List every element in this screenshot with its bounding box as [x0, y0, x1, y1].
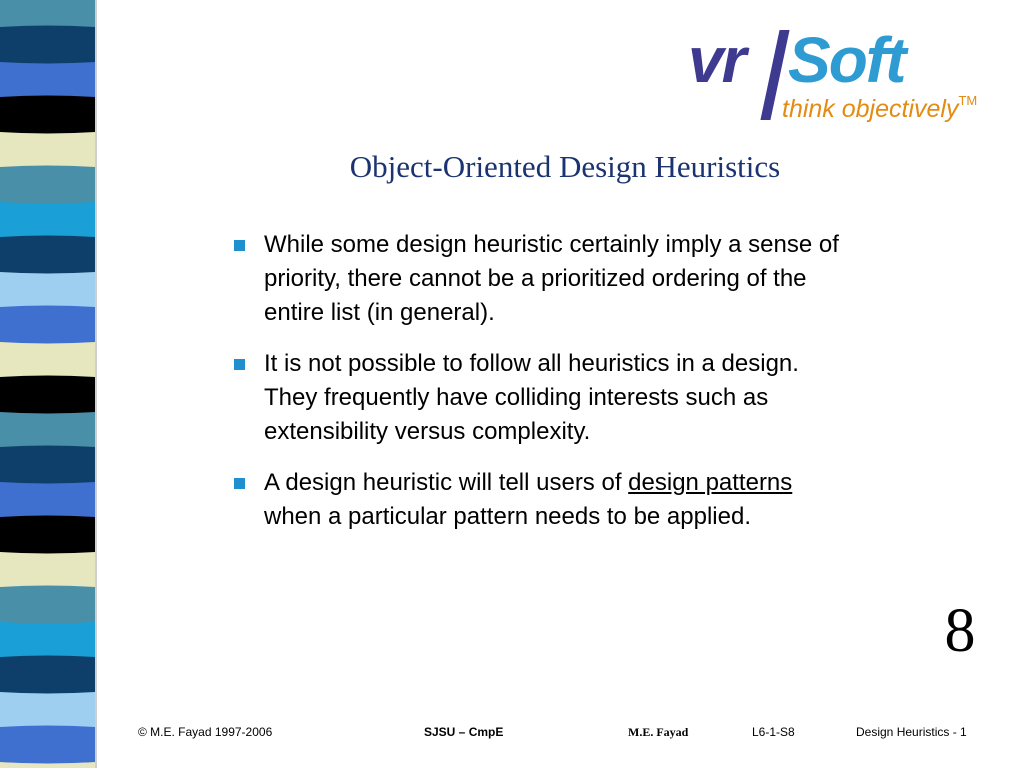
footer-school: SJSU – CmpE — [424, 725, 504, 739]
stripe-block — [0, 202, 95, 238]
stripe-block — [0, 306, 95, 345]
slide-number: 8 — [944, 597, 976, 665]
logo-tagline-text: think objectively — [782, 95, 959, 123]
stripe-block — [0, 412, 95, 448]
stripe-block — [0, 446, 95, 485]
stripe-block — [0, 26, 95, 65]
stripe-block — [0, 692, 95, 728]
stripe-block — [0, 482, 95, 518]
stripe-block — [0, 236, 95, 275]
bullet-text: While some design heuristic certainly imply a sense of priority, there cannot be a prioritized ordering of the entire list (in general). — [264, 231, 839, 326]
footer-topic: Design Heuristics - 1 — [856, 725, 967, 739]
decorative-stripe-band — [0, 0, 118, 768]
slide-title: Object-Oriented Design Heuristics — [349, 149, 781, 184]
bullet-text: when a particular pattern needs to be applied. — [264, 503, 751, 530]
bullet-list — [232, 228, 852, 551]
logo-brand-right: Soft — [788, 24, 905, 96]
stripe-block — [0, 376, 95, 415]
bullet-item — [232, 347, 852, 449]
stripe-block — [0, 656, 95, 695]
bullet-item — [232, 466, 852, 534]
vrsoft-logo — [684, 22, 994, 126]
stripe-edge — [95, 0, 97, 768]
footer-copyright: © M.E. Fayad 1997-2006 — [138, 725, 273, 739]
stripe-block — [0, 516, 95, 555]
footer-slide-code: L6-1-S8 — [752, 725, 795, 739]
logo-tagline — [782, 86, 977, 124]
square-bullet-icon — [234, 240, 245, 251]
stripe-block — [0, 62, 95, 98]
stripe-block — [0, 272, 95, 308]
stripe-block — [0, 96, 95, 135]
bullet-item — [232, 228, 852, 330]
square-bullet-icon — [234, 478, 245, 489]
stripe-block — [0, 552, 95, 588]
stripe-block — [0, 726, 95, 765]
bullet-text: It is not possible to follow all heuristics in a design. They frequently have colliding interests such as extensibility versus complexity. — [264, 350, 799, 445]
stripe-block — [0, 132, 95, 168]
stripe-block — [0, 166, 95, 205]
bullet-link-text: design patterns — [628, 469, 793, 496]
logo-brand-left: vr — [688, 24, 745, 96]
logo-trademark: TM — [958, 93, 978, 108]
stripe-block — [0, 622, 95, 658]
square-bullet-icon — [234, 359, 245, 370]
footer-author: M.E. Fayad — [628, 725, 689, 739]
bullet-text: A design heuristic will tell users of — [264, 469, 629, 496]
stripe-block — [0, 0, 95, 28]
stripe-block — [0, 586, 95, 625]
stripe-block — [0, 342, 95, 378]
